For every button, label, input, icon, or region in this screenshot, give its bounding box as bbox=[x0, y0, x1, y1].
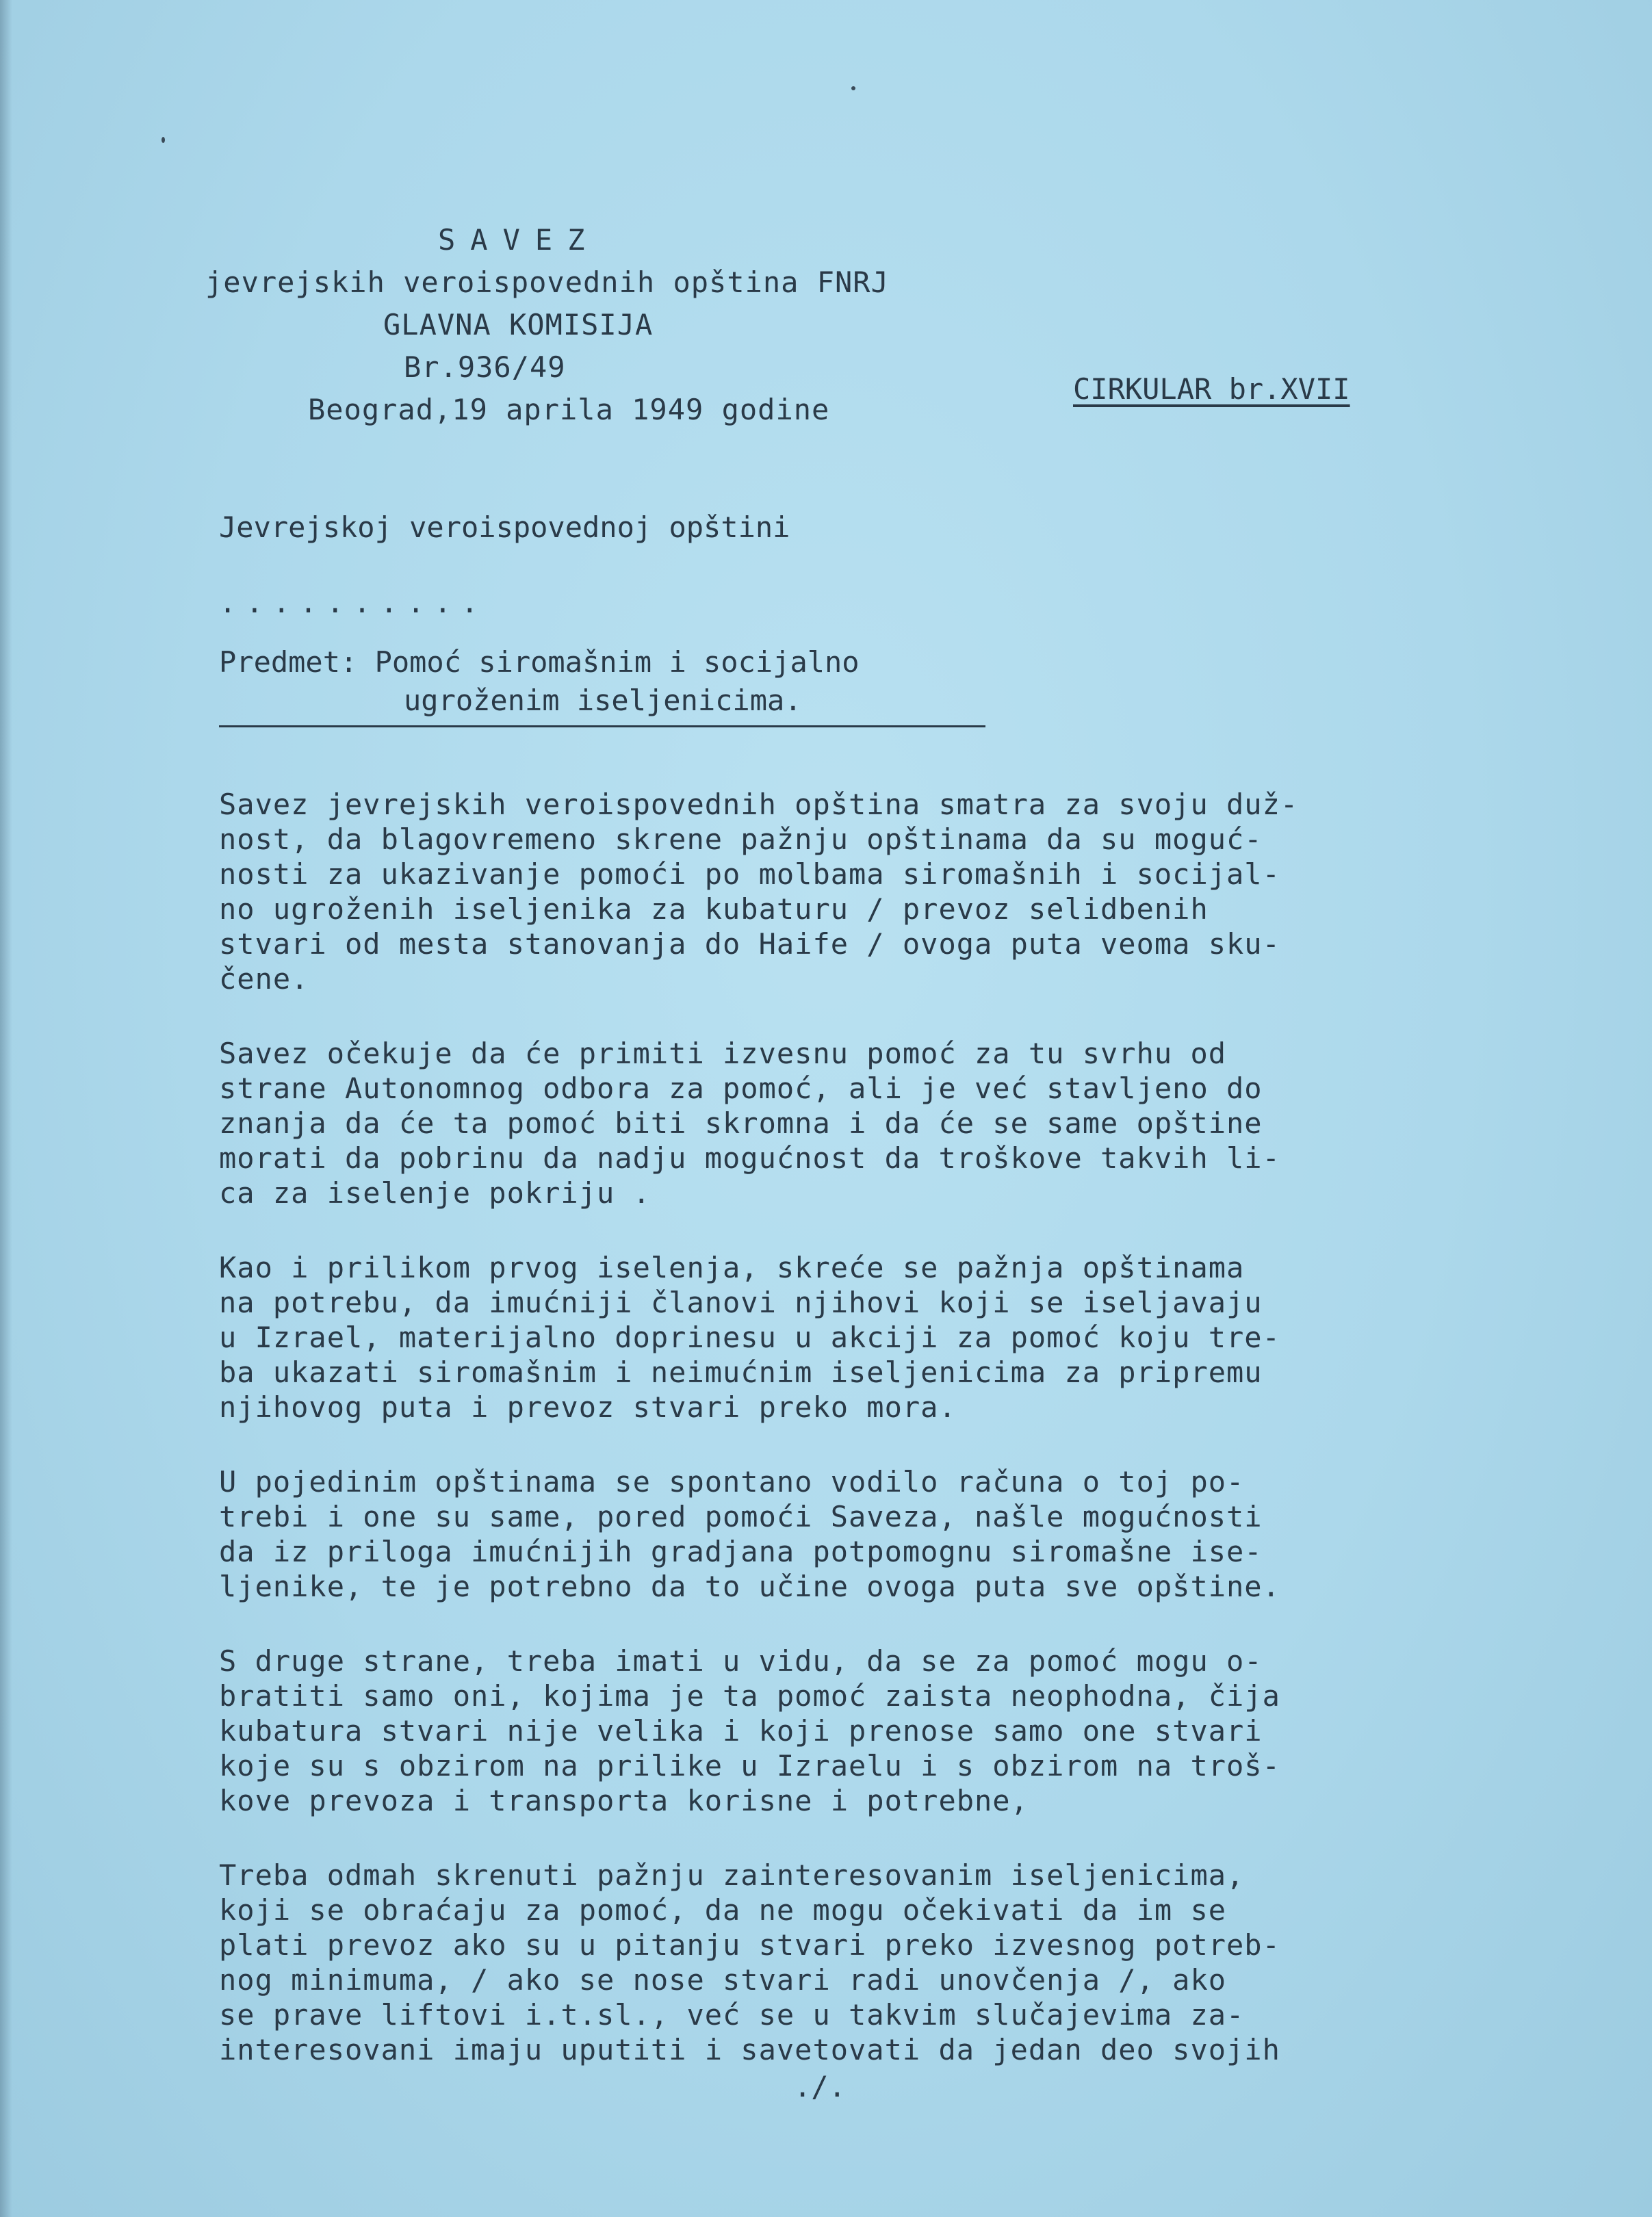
text-line: plati prevoz ako su u pitanju stvari preko izvesnog potreb- bbox=[219, 1928, 1280, 1962]
text-line: koji se obraćaju za pomoć, da ne mogu očekivati da im se bbox=[219, 1893, 1227, 1927]
page-edge-shadow bbox=[0, 0, 12, 2217]
circular-number: CIRKULAR br.XVII bbox=[1073, 372, 1350, 406]
subject-block bbox=[219, 643, 1040, 720]
org-full-name: jevrejskih veroispovednih opština FNRJ bbox=[205, 265, 889, 299]
text-line: Savez očekuje da će primiti izvesnu pomoć za tu svrhu od bbox=[219, 1037, 1227, 1070]
text-line: U pojedinim opštinama se spontano vodilo računa o toj po- bbox=[219, 1465, 1245, 1499]
text-line: ba ukazati siromašnim i neimućnim iseljenicima za pripremu bbox=[219, 1356, 1263, 1389]
paragraph-1 bbox=[219, 787, 1451, 996]
text-line: znanja da će ta pomoć biti skromna i da će se same opštine bbox=[219, 1106, 1263, 1140]
text-line: da iz priloga imućnijih gradjana potpomognu siromašne ise- bbox=[219, 1535, 1263, 1568]
text-line: strane Autonomnog odbora za pomoć, ali je već stavljeno do bbox=[219, 1072, 1263, 1105]
letterhead bbox=[205, 219, 1027, 431]
paragraph-3 bbox=[219, 1250, 1451, 1425]
text-line: interesovani imaju uputiti i savetovati da jedan deo svojih bbox=[219, 2033, 1280, 2066]
text-line: no ugroženih iseljenika za kubaturu / prevoz selidbenih bbox=[219, 892, 1209, 926]
commission-name: GLAVNA KOMISIJA bbox=[383, 308, 654, 341]
letter-body bbox=[219, 787, 1451, 2107]
text-line: S druge strane, treba imati u vidu, da se za pomoć mogu o- bbox=[219, 1644, 1263, 1678]
text-line: nost, da blagovremeno skrene pažnju opštinama da su moguć- bbox=[219, 822, 1263, 856]
text-line: Savez jevrejskih veroispovednih opština smatra za svoju duž- bbox=[219, 788, 1299, 821]
recipient: Jevrejskoj veroispovednoj opštini bbox=[219, 510, 790, 544]
text-line: Kao i prilikom prvog iselenja, skreće se pažnja opštinama bbox=[219, 1251, 1245, 1284]
ink-speck bbox=[851, 86, 855, 90]
text-line: čene. bbox=[219, 962, 309, 996]
reference-number: Br.936/49 bbox=[404, 350, 566, 384]
paragraph-2 bbox=[219, 1036, 1451, 1210]
ink-speck bbox=[162, 137, 165, 143]
text-line: ca za iselenje pokriju . bbox=[219, 1176, 651, 1210]
text-line: nog minimuma, / ako se nose stvari radi unovčenja /, ako bbox=[219, 1963, 1227, 1997]
text-line: njihovog puta i prevoz stvari preko mora. bbox=[219, 1390, 957, 1424]
paragraph-4 bbox=[219, 1464, 1451, 1604]
subject-line-2: ugroženim iseljenicima. bbox=[404, 684, 802, 717]
text-line: morati da pobrinu da nadju mogućnost da troškove takvih li- bbox=[219, 1141, 1280, 1175]
text-line: kubatura stvari nije velika i koji prenose samo one stvari bbox=[219, 1714, 1263, 1748]
continuation-mark: ./. bbox=[794, 2070, 846, 2103]
paragraph-6 bbox=[219, 1858, 1451, 2067]
recipient-placeholder-dots: .......... bbox=[219, 586, 488, 619]
subject-line-1: Predmet: Pomoć siromašnim i socijalno bbox=[219, 645, 860, 679]
place-and-date: Beograd,19 aprila 1949 godine bbox=[308, 393, 830, 426]
text-line: Treba odmah skrenuti pažnju zainteresovanim iseljenicima, bbox=[219, 1858, 1245, 1892]
text-line: nosti za ukazivanje pomoći po molbama siromašnih i socijal- bbox=[219, 857, 1280, 891]
text-line: na potrebu, da imućniji članovi njihovi koji se iseljavaju bbox=[219, 1286, 1263, 1319]
text-line: koje su s obzirom na prilike u Izraelu i s obzirom na troš- bbox=[219, 1749, 1280, 1782]
text-line: bratiti samo oni, kojima je ta pomoć zaista neophodna, čija bbox=[219, 1679, 1280, 1713]
text-line: ljenike, te je potrebno da to učine ovoga puta sve opštine. bbox=[219, 1570, 1280, 1603]
text-line: stvari od mesta stanovanja do Haife / ovoga puta veoma sku- bbox=[219, 927, 1280, 961]
org-name: SAVEZ bbox=[438, 223, 600, 257]
text-line: u Izrael, materijalno doprinesu u akciji za pomoć koju tre- bbox=[219, 1321, 1280, 1354]
text-line: trebi i one su same, pored pomoći Saveza, našle mogućnosti bbox=[219, 1500, 1263, 1533]
text-line: se prave liftovi i.t.sl., već se u takvim slučajevima za- bbox=[219, 1998, 1245, 2032]
paragraph-5 bbox=[219, 1644, 1451, 1818]
text-line: kove prevoza i transporta korisne i potrebne, bbox=[219, 1784, 1029, 1817]
subject-underline bbox=[219, 725, 985, 727]
